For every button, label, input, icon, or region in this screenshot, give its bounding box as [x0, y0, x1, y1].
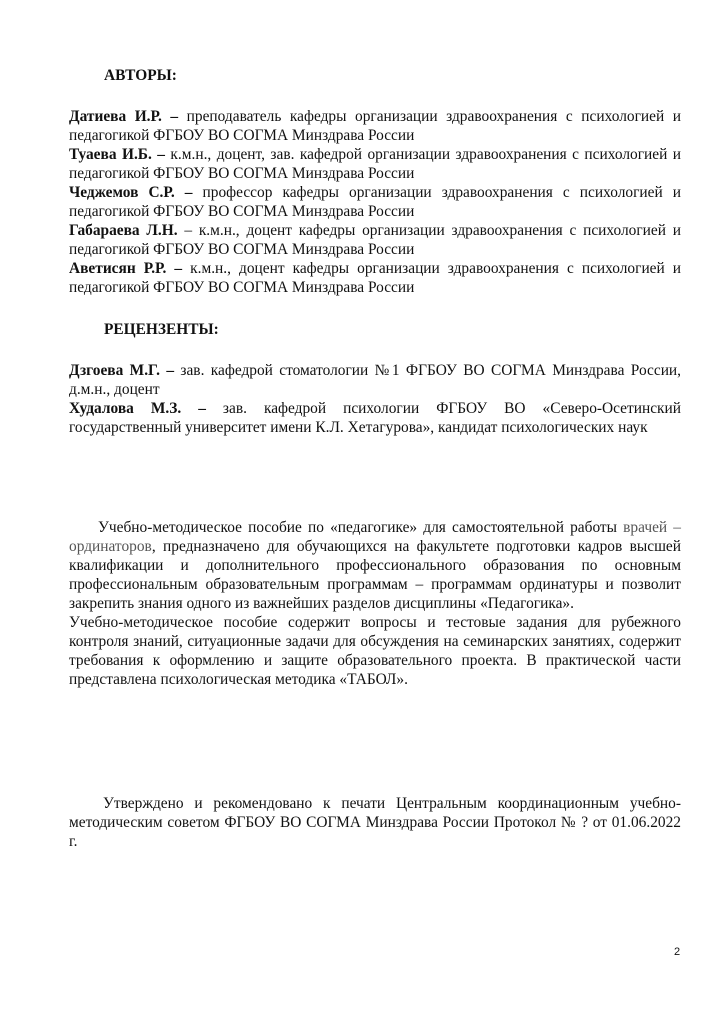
author-description: к.м.н., доцент кафедры организации здравоохранения с психологией и педагогикой ФГБОУ ВО СОГМА Минздрава России: [69, 260, 682, 296]
author-description: преподаватель кафедры организации здравоохранения с психологией и педагогикой ФГБОУ ВО СОГМА Минздрава России: [69, 108, 681, 144]
approval-note: Утверждено и рекомендовано к печати Центральным координационным учебно-методическим советом ФГБОУ ВО СОГМА Минздрава России Протокол № ? от 01.06.2022 г.: [69, 795, 681, 850]
abstract-paragraph-2: Учебно-методическое пособие содержит вопросы и тестовые задания для рубежного контроля знаний, ситуационные задачи для обсуждения на семинарских занятиях, содержит требования к оформлению и защите образовательного проекта. В практической части представлена психологическая методика «ТАБОЛ».: [69, 614, 681, 688]
author-entry: [69, 259, 681, 297]
abstract-text-end: , предназначено для обучающихся на факультете подготовки кадров высшей квалификации и дополнительного профессионального образования по основным профессиональным образовательным программам – программам ординатуры и позволит закрепить знания одного из важнейших разделов дисциплины «Педагогика».: [69, 538, 681, 612]
author-dash: –: [166, 260, 191, 277]
author-name: Туаева И.Б.: [69, 146, 152, 163]
author-dash: –: [174, 184, 203, 201]
reviewer-name: Дзгоева М.Г.: [69, 362, 160, 379]
reviewer-entry: [69, 361, 681, 399]
reviewer-dash: –: [181, 400, 223, 417]
abstract: [69, 518, 681, 689]
reviewer-description: зав. кафедрой стоматологии №1 ФГБОУ ВО СОГМА Минздрава России, д.м.н., доцент: [69, 362, 682, 398]
author-dash: –: [161, 108, 187, 125]
author-entry: [69, 183, 681, 221]
author-name: Датиева И.Р.: [69, 108, 162, 125]
author-entry: [69, 221, 681, 259]
author-name: Чеджемов С.Р.: [69, 184, 175, 201]
reviewer-description: зав. кафедрой психологии ФГБОУ ВО «Северо-Осетинский государственный университет имени К.Л. Хетагурова», кандидат психологических наук: [69, 400, 681, 436]
reviewer-entry: [69, 399, 681, 437]
author-entry: [69, 145, 681, 183]
author-dash: –: [151, 146, 171, 163]
author-entry: [69, 107, 681, 145]
author-name: Аветисян Р.Р.: [69, 260, 167, 277]
abstract-highlight: врачей – ординаторов: [69, 519, 681, 555]
author-description: к.м.н., доцент, зав. кафедрой организации здравоохранения с психологией и педагогикой ФГБОУ ВО СОГМА Минздрава России: [69, 146, 682, 182]
reviewer-dash: –: [159, 362, 181, 379]
authors-heading: АВТОРЫ:: [104, 67, 177, 84]
author-name: Габараева Л.Н.: [69, 222, 178, 239]
abstract-paragraph-1: [69, 518, 681, 613]
page-number: 2: [674, 946, 681, 958]
reviewers-heading: РЕЦЕНЗЕНТЫ:: [104, 321, 219, 338]
reviewer-name: Худалова М.З.: [69, 400, 182, 417]
author-description: к.м.н., доцент кафедры организации здравоохранения с психологией и педагогикой ФГБОУ ВО СОГМА Минздрава России: [69, 222, 681, 258]
author-description: профессор кафедры организации здравоохранения с психологией и педагогикой ФГБОУ ВО СОГМА Минздрава России: [69, 184, 681, 220]
author-dash: –: [177, 222, 199, 239]
abstract-text-start: Учебно-методическое пособие по «педагогике» для самостоятельной работы: [98, 519, 624, 536]
